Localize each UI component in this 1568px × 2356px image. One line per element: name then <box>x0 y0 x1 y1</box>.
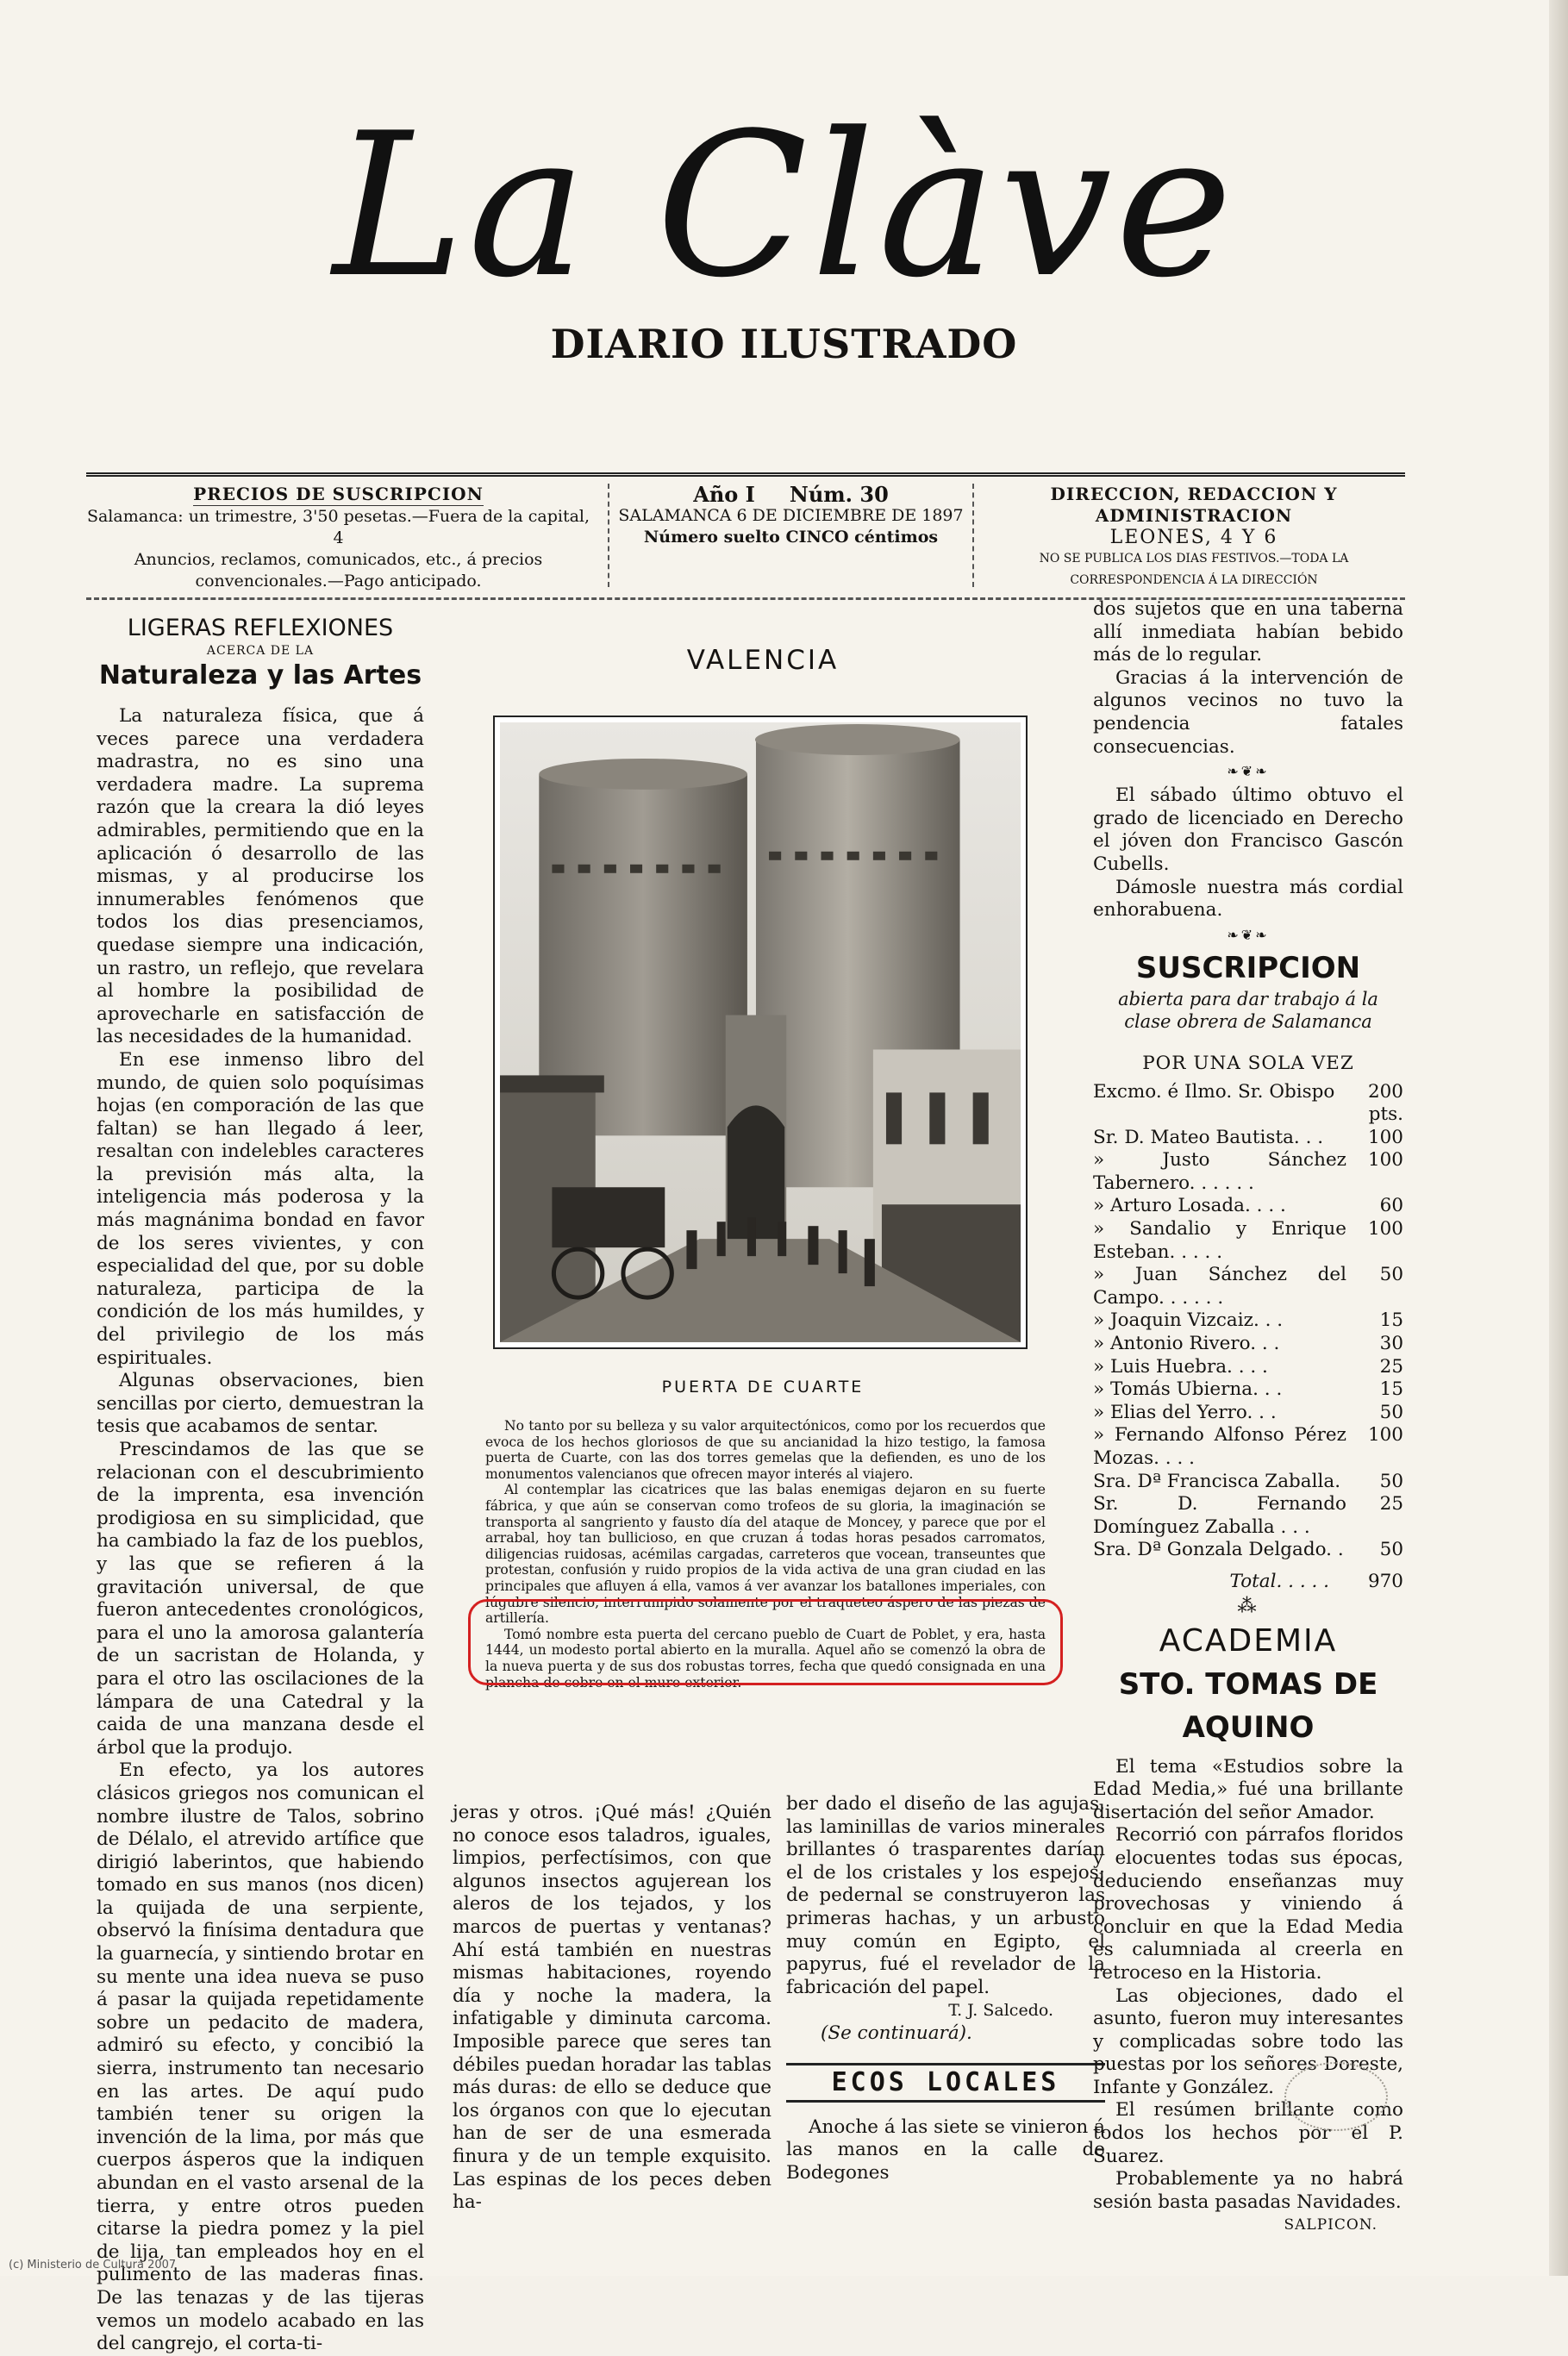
donor-list <box>1093 1081 1403 1562</box>
paragraph: No tanto por su belleza y su valor arquitectónicos, como por los recuerdos que evoca de los hechos gloriosos de que su ancianidad la hizo testigo, la famosa puerta de Cuarte, con las dos torres gemelas que la defienden, es uno de los monumentos valencianos que ofrecen mayor interés al viajero. <box>485 1418 1046 1482</box>
feature-title: VALENCIA <box>686 645 840 676</box>
library-stamp <box>1284 2062 1388 2131</box>
donor-name: » Tomás Ubierna. . . <box>1093 1378 1283 1401</box>
donor-amount: 15 <box>1379 1309 1403 1332</box>
paragraph: Al contemplar las cicatrices que las balas enemigas dejaron en su fuerte fábrica, y que aún se conservan como trofeos de su gloria, la imaginación se transporta al sangriento y fausto día del ataque de Moncey, y parece que por el arrabal, hoy tan bullicioso, en que cruzan á todas horas pesados carromatos, diligencias ruidosas, acémilas cargadas, carreteros que vocean, transeuntes que protestan, confusión y ruido propios de la vida activa de una gran ciudad en las principales que afluyen á ella, vamos á ver avanzar los batallones imperiales, con lúgubre silencio, interrumpido solamente por el traqueteo áspero de las piezas de artillería. <box>485 1482 1046 1627</box>
issue-date: SALAMANCA 6 DE DICIEMBRE DE 1897 <box>618 506 964 525</box>
author-signature: SALPICON. <box>1284 2216 1377 2234</box>
donor-row <box>1093 1402 1403 1425</box>
address-line: LEONES, 4 Y 6 <box>1109 527 1278 548</box>
donor-row <box>1093 1333 1403 1356</box>
issue-number: Núm. 30 <box>789 482 889 507</box>
donor-amount: 100 <box>1367 1218 1403 1240</box>
donor-name: » Joaquin Vizcaiz. . . <box>1093 1309 1284 1332</box>
paragraph: Anoche á las siete se vinieron á las manos en la calle de Bodegones <box>786 2115 1105 2184</box>
paragraph: ber dado el diseño de las agujas, las laminillas de varios minerales brillantes ó trasparentes darían el de los cristales y los espejos; de pedernal se construyeron las primeras hachas, y un arbusto muy común en Egipto, el papyrus, fué el revelador de la fabricación del papel. <box>786 1793 1105 1998</box>
donor-name: » Sandalio y Enrique Esteban. . . . . <box>1093 1218 1346 1263</box>
donor-amount: 30 <box>1379 1333 1403 1355</box>
red-highlight-box <box>468 1599 1063 1685</box>
donor-amount: 60 <box>1379 1195 1403 1217</box>
donor-row <box>1093 1127 1403 1150</box>
donor-name: Sr. D. Mateo Bautista. . . <box>1093 1126 1324 1148</box>
info-band <box>86 472 1405 600</box>
issue-price: Número suelto CINCO céntimos <box>643 528 939 547</box>
donor-amount: 50 <box>1379 1264 1403 1286</box>
paragraph: Gracias á la intervención de algunos vecinos no tuvo la pendencia fatales consecuencias. <box>1093 666 1403 758</box>
issue-info <box>608 484 974 587</box>
issue-year: Año I <box>693 482 755 507</box>
ornament-divider: ❧❦❧ <box>1227 763 1270 780</box>
newspaper-subtitle: DIARIO ILUSTRADO <box>550 321 1018 367</box>
article-continuation-a <box>453 1802 772 2215</box>
photo-puerta-de-cuarte <box>493 716 1028 1349</box>
donor-amount: 15 <box>1379 1378 1403 1401</box>
paragraph: En ese inmenso libro del mundo, de quien solo poquísimas hojas (en comporación de las que faltan) se han llegado á leer, resaltan con indelebles caracteres la previsión más alta, la inteligencia más poderosa y la más magnánima bondad en favor de los seres vivientes, y con especialidad del que, por su doble naturaleza, participa de la condición de los más humildes, y del privilegio de los más espirituales. <box>97 1048 424 1369</box>
donor-row <box>1093 1218 1403 1264</box>
donor-row <box>1093 1149 1403 1195</box>
paragraph: El resúmen brillante como todos los hechos por el P. Suarez. <box>1093 2099 1403 2167</box>
paragraph: Dámosle nuestra más cordial enhorabuena. <box>1093 876 1403 922</box>
donor-name: Sr. D. Fernando Domínguez Zaballa . . . <box>1093 1493 1346 1538</box>
payment-line: convencionales.—Pago anticipado. <box>195 572 482 591</box>
paragraph: La naturaleza física, que á veces parece una verdadera madrastra, no es sino una verdadera madre. La suprema razón que la creara la dió leyes admirables, permitiendo que en la aplicación ó desarrollo de las mismas, y al producirse los innumerables fenómenos que todos los dias presenciamos, quedase siempre una indicación, un rastro, un reflejo, que revelara al hombre la posibilidad de aprovecharle en satisfacción de las necesidades de la humanidad. <box>97 705 424 1048</box>
paragraph: En efecto, ya los autores clásicos griegos nos comunican el nombre ilustre de Talos, sobrino de Délalo, el atrevido artífice que dirigió laberintos, que habiendo tomado en sus manos (nos dicen) la quijada de una serpiente, observó la finísima dentadura que la guarnecía, y sintiendo brotar en su mente una idea nueva se puso á pasar la quijada repetidamente sobre un pedacito de madera, admiró su efecto, y concibió la sierra, instrumento tan necesario en las artes. De aquí pudo también tener su origen la invención de la lima, por más que cuerpos ásperos que la indiquen abundan en el vasto arsenal de la tierra, y entre otros pueden citarse la piedra pomez y la piel de lija, tan empleados hoy en el pulimento de las maderas finas. De las tenazas y de las tijeras vemos un modelo acabado en las del cangrejo, el corta-ti- <box>97 1759 424 2355</box>
donor-name: Excmo. é Ilmo. Sr. Obispo <box>1093 1080 1335 1103</box>
tower-photo-image <box>500 722 1021 1342</box>
donor-amount: 25 <box>1379 1493 1403 1515</box>
donor-name: Sra. Dª Gonzala Delgado. . <box>1093 1539 1344 1561</box>
donor-amount: 50 <box>1379 1470 1403 1492</box>
paragraph-highlighted: Tomó nombre esta puerta del cercano pueblo de Cuart de Poblet, y era, hasta 1444, un modesto portal abierto en la muralla. Aquel año se comenzó la obra de la nueva puerta y de sus dos robustas torres, fecha que quedó consignada en una plancha de cobre en el muro exterior. <box>485 1626 1046 1690</box>
administration-heading: DIRECCION, REDACCION Y ADMINISTRACION <box>1050 484 1338 526</box>
donor-row <box>1093 1081 1403 1127</box>
donor-name: » Arturo Losada. . . . <box>1093 1195 1286 1217</box>
donor-row <box>1093 1471 1403 1494</box>
right-column <box>1093 598 1403 2237</box>
author-signature: T. J. Salcedo. <box>948 2001 1053 2021</box>
academia-heading: ACADEMIA <box>1159 1622 1338 1659</box>
donor-name: » Justo Sánchez Tabernero. . . . . . <box>1093 1149 1346 1194</box>
donor-row <box>1093 1195 1403 1218</box>
donor-name: » Fernando Alfonso Pérez Mozas. . . . <box>1093 1424 1346 1469</box>
academia-subheading: STO. TOMAS DE AQUINO <box>1118 1666 1378 1745</box>
donor-amount: 50 <box>1379 1539 1403 1561</box>
article-subheading: Naturaleza y las Artes <box>98 660 422 691</box>
donor-amount: 50 <box>1379 1401 1403 1423</box>
donor-amount: 200 pts. <box>1367 1080 1403 1126</box>
donor-row <box>1093 1424 1403 1470</box>
paragraph: jeras y otros. ¡Qué más! ¿Quién no conoce esos taladros, iguales, limpios, perfectísimos, con que algunos insectos agujerean los aleros de los tejados, y los marcos de puertas y ventanas? Ahí está también en nuestras mismas habitaciones, royendo día y noche la madera, la infatigable y diminuta carcoma. Imposible parece que seres tan débiles puedan horadar las tablas más duras: de ello se deduce que los órganos con que lo ejecutan han de ser de una esmerada finura y de un temple exquisito. Las espinas de los peces deben ha- <box>453 1802 772 2214</box>
paragraph: dos sujetos que en una taberna allí inmediata habían bebido más de lo regular. <box>1093 598 1403 666</box>
article-connector: ACERCA DE LA <box>206 644 315 658</box>
ornament-divider: ❧❦❧ <box>1227 926 1270 943</box>
donor-row <box>1093 1356 1403 1379</box>
paragraph: Recorrió con párrafos floridos y elocuentes todas sus épocas, deduciendo enseñanzas muy provechosas y viniendo á concluir en que la Edad Media es calumniada al creerla en retroceso en la Historia. <box>1093 1824 1403 1984</box>
donor-row <box>1093 1309 1403 1333</box>
donor-name: » Juan Sánchez del Campo. . . . . . <box>1093 1264 1346 1309</box>
donation-subheading: POR UNA SOLA VEZ <box>1142 1052 1354 1074</box>
suscripcion-subtitle: abierta para dar trabajo á la clase obrera de Salamanca <box>1118 988 1378 1033</box>
ads-line: Anuncios, reclamos, comunicados, etc., á precios <box>134 550 543 569</box>
continued-note: (Se continuará). <box>821 2022 972 2044</box>
donor-amount: 100 <box>1367 1424 1403 1447</box>
paragraph: Probablemente ya no habrá sesión basta pasadas Navidades. <box>1093 2168 1403 2213</box>
donor-name: Sra. Dª Francisca Zaballa. <box>1093 1470 1341 1492</box>
paragraph: El sábado último obtuvo el grado de licenciado en Derecho el jóven don Francisco Gascón Cubells. <box>1093 784 1403 875</box>
donor-amount: 100 <box>1367 1149 1403 1172</box>
paragraph: Algunas observaciones, bien sencillas por cierto, demuestran la tesis que acabamos de sentar. <box>97 1370 424 1438</box>
donor-name: » Elias del Yerro. . . <box>1093 1401 1277 1423</box>
prices-heading: PRECIOS DE SUSCRIPCION <box>193 484 484 504</box>
issue-row <box>609 484 972 505</box>
article-continuation-b <box>786 1793 1105 2184</box>
newspaper-title: La Clàve <box>333 91 1236 322</box>
paragraph: El tema «Estudios sobre la Edad Media,» fué una brillante disertación del señor Amador. <box>1093 1755 1403 1823</box>
donor-row <box>1093 1378 1403 1402</box>
total-value: 970 <box>1367 1570 1403 1592</box>
donor-amount: 100 <box>1367 1126 1403 1148</box>
donor-row <box>1093 1539 1403 1562</box>
total-label: Total. . . . . <box>1229 1570 1329 1592</box>
article-reflexiones <box>97 614 424 2356</box>
ornament-divider: ⁂ <box>1237 1595 1259 1617</box>
donor-amount: 25 <box>1379 1355 1403 1378</box>
article-heading: LIGERAS REFLEXIONES <box>127 615 394 641</box>
copyright-notice: (c) Ministerio de Cultura 2007 <box>9 2259 177 2272</box>
donor-row <box>1093 1264 1403 1309</box>
donor-row <box>1093 1493 1403 1539</box>
donor-name: » Luis Huebra. . . . <box>1093 1355 1268 1378</box>
photo-caption: PUERTA DE CUARTE <box>661 1378 865 1397</box>
paragraph: Prescindamos de las que se relacionan con el descubrimiento de la imprenta, esa invención prodigiosa en su simplicidad, que ha cambiado la faz de los pueblos, y las que se refieren á la gravitación universal, de que fueron antecedentes cronológicos, para el uno la amorosa galantería de un sacristan de Holanda, y para el otro las oscilaciones de la lámpara de una Catedral y la caida de una manzana desde el árbol que la produjo. <box>97 1439 424 1759</box>
total-row <box>1093 1571 1403 1594</box>
subscription-prices <box>86 484 590 592</box>
section-heading-ecos: ECOS LOCALES <box>786 2063 1105 2103</box>
administration-info <box>983 484 1405 591</box>
donor-name: » Antonio Rivero. . . <box>1093 1333 1280 1355</box>
prices-line: Salamanca: un trimestre, 3'50 pesetas.—Fuera de la capital, 4 <box>86 507 590 547</box>
paragraph: Las objeciones, dado el asunto, fueron muy interesantes y complicadas sobre todo las puestas por los señores Doreste, Infante y González. <box>1093 1984 1403 2098</box>
notice-line: NO SE PUBLICA LOS DIAS FESTIVOS.—TODA LA CORRESPONDENCIA Á LA DIRECCIÓN <box>1039 552 1349 587</box>
suscripcion-heading: SUSCRIPCION <box>1135 950 1361 985</box>
